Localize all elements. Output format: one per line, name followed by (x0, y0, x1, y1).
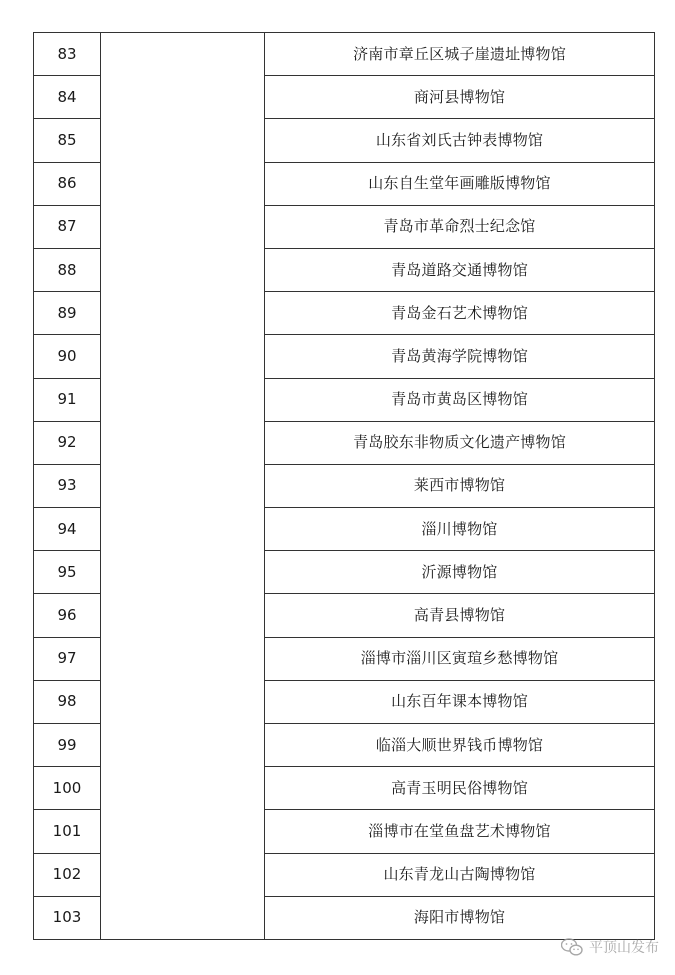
museum-name: 山东青龙山古陶博物馆 (265, 853, 655, 896)
museum-name: 青岛黄海学院博物馆 (265, 335, 655, 378)
row-number: 84 (34, 76, 101, 119)
row-number: 103 (34, 896, 101, 939)
row-number: 86 (34, 162, 101, 205)
museum-name: 济南市章丘区城子崖遗址博物馆 (265, 33, 655, 76)
row-number: 97 (34, 637, 101, 680)
row-number: 96 (34, 594, 101, 637)
museum-name: 淄博市淄川区寅瑄乡愁博物馆 (265, 637, 655, 680)
museum-name: 淄川博物馆 (265, 508, 655, 551)
row-number: 94 (34, 508, 101, 551)
category-cell (101, 33, 265, 940)
museum-name: 山东自生堂年画雕版博物馆 (265, 162, 655, 205)
table-body (34, 33, 655, 940)
museum-name: 青岛胶东非物质文化遗产博物馆 (265, 421, 655, 464)
row-number: 85 (34, 119, 101, 162)
row-number: 102 (34, 853, 101, 896)
table-row (34, 33, 655, 76)
row-number: 99 (34, 724, 101, 767)
row-number: 98 (34, 680, 101, 723)
watermark (561, 937, 659, 957)
row-number: 88 (34, 248, 101, 291)
museum-name: 高青县博物馆 (265, 594, 655, 637)
museum-name: 商河县博物馆 (265, 76, 655, 119)
museum-name: 海阳市博物馆 (265, 896, 655, 939)
row-number: 101 (34, 810, 101, 853)
row-number: 92 (34, 421, 101, 464)
museum-name: 高青玉明民俗博物馆 (265, 767, 655, 810)
museum-name: 山东省刘氏古钟表博物馆 (265, 119, 655, 162)
museum-name: 青岛金石艺术博物馆 (265, 292, 655, 335)
row-number: 95 (34, 551, 101, 594)
museum-name: 沂源博物馆 (265, 551, 655, 594)
row-number: 93 (34, 464, 101, 507)
museum-name: 青岛市黄岛区博物馆 (265, 378, 655, 421)
museum-name: 淄博市在堂鱼盘艺术博物馆 (265, 810, 655, 853)
row-number: 90 (34, 335, 101, 378)
row-number: 100 (34, 767, 101, 810)
row-number: 87 (34, 205, 101, 248)
museum-name: 莱西市博物馆 (265, 464, 655, 507)
museum-name: 临淄大顺世界钱币博物馆 (265, 724, 655, 767)
row-number: 91 (34, 378, 101, 421)
watermark-text: 平顶山发布 (589, 940, 659, 956)
wechat-icon (561, 938, 583, 956)
row-number: 89 (34, 292, 101, 335)
museum-name: 青岛道路交通博物馆 (265, 248, 655, 291)
museum-list-table (33, 32, 655, 940)
row-number: 83 (34, 33, 101, 76)
museum-name: 山东百年课本博物馆 (265, 680, 655, 723)
museum-name: 青岛市革命烈士纪念馆 (265, 205, 655, 248)
